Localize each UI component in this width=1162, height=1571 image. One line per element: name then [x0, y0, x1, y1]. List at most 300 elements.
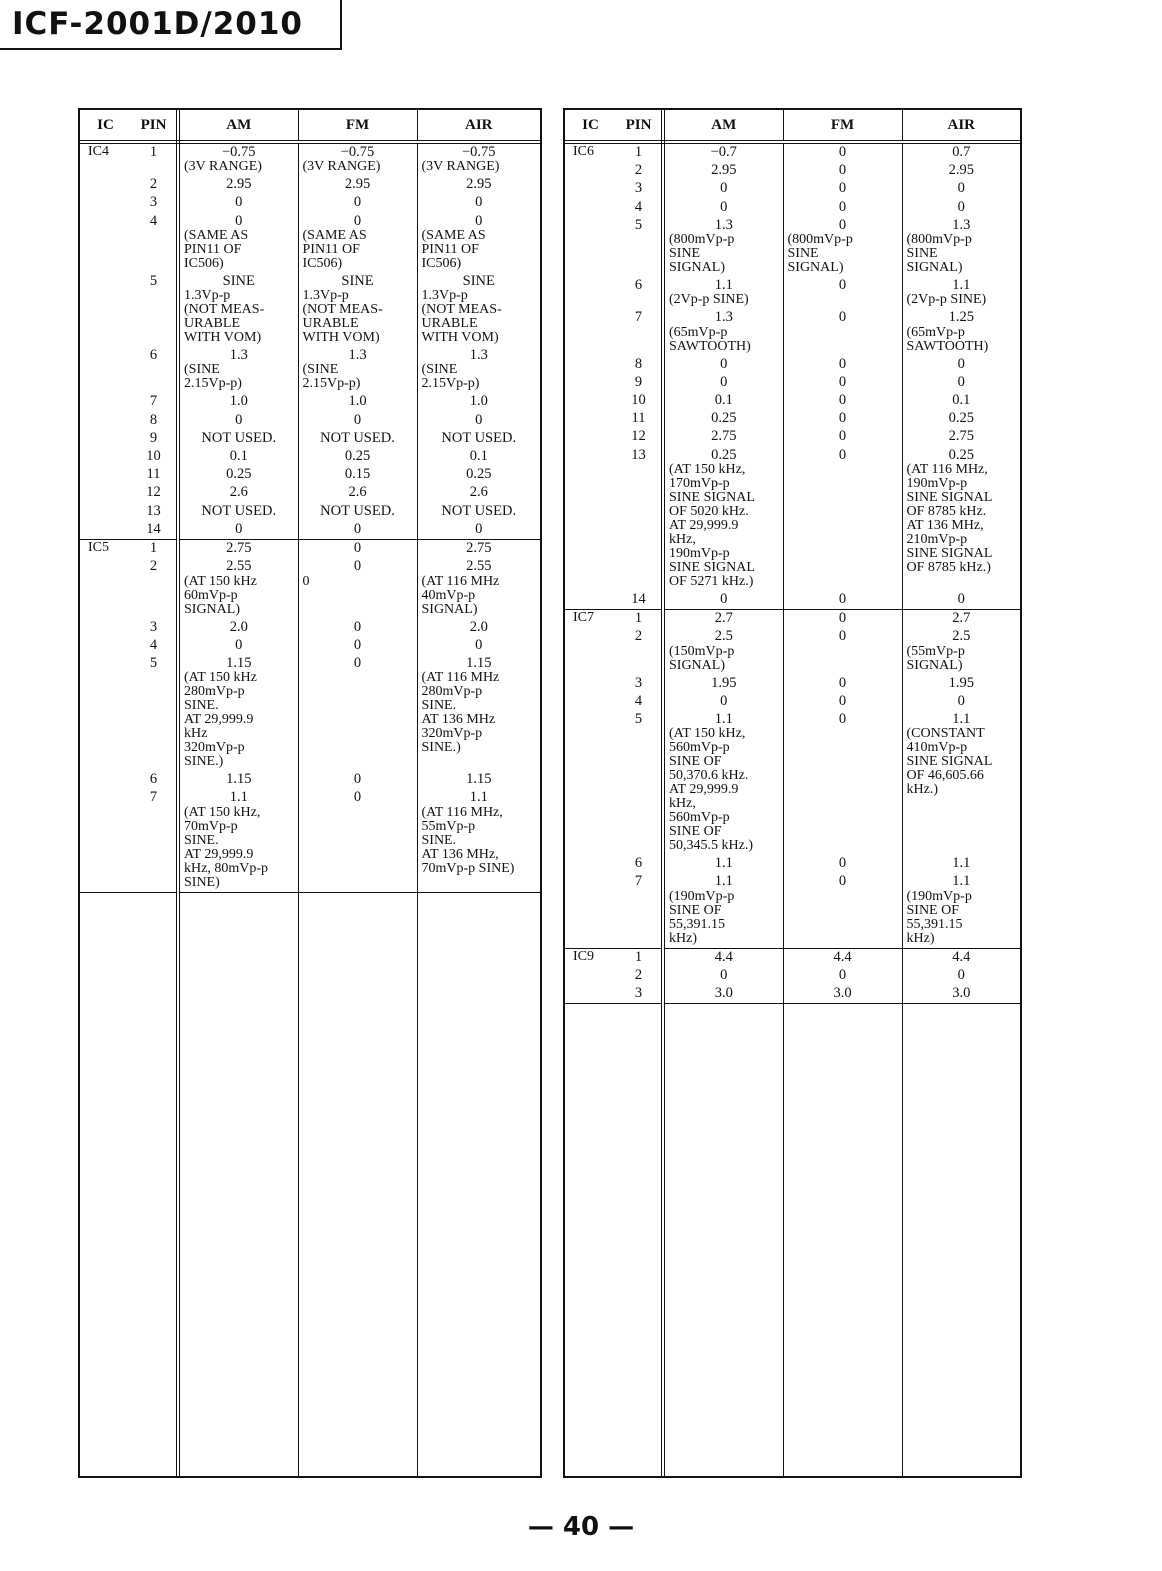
header-row	[80, 110, 540, 142]
fm-cell	[783, 180, 902, 198]
air-line: 0	[475, 520, 483, 537]
air-line: 0.7	[952, 144, 971, 160]
air-cell	[902, 277, 1020, 309]
table-row	[565, 356, 1020, 374]
air-line: AT 136 MHz,	[421, 846, 499, 862]
am-cell	[663, 628, 783, 674]
pin-cell: 3	[616, 985, 663, 1004]
am-cell	[663, 410, 783, 428]
am-line: (AT 150 kHz	[184, 573, 257, 589]
air-line: 0.25	[948, 446, 974, 463]
fm-cell	[783, 855, 902, 873]
empty-cell	[417, 892, 540, 1478]
air-line: AT 136 MHz	[421, 712, 496, 728]
air-cell	[902, 199, 1020, 217]
am-line: SINE.	[184, 832, 219, 848]
fm-cell	[298, 558, 417, 618]
air-line: SINE	[906, 246, 938, 262]
pin-cell: 6	[131, 771, 178, 789]
air-line: 1.3	[952, 216, 971, 233]
ic-cell	[80, 503, 131, 521]
am-line: (150mVp-p	[669, 643, 735, 659]
fm-cell	[298, 771, 417, 789]
am-line: 0	[235, 194, 243, 211]
am-cell	[663, 985, 783, 1004]
pin-cell: 5	[131, 273, 178, 347]
table-row	[565, 180, 1020, 198]
table-row	[565, 711, 1020, 855]
am-line: PIN11 OF	[184, 241, 242, 257]
fm-cell	[783, 356, 902, 374]
pin-cell: 3	[616, 675, 663, 693]
ic-cell	[565, 309, 616, 355]
am-cell	[178, 771, 298, 789]
air-cell	[902, 711, 1020, 855]
air-line: 2.95	[948, 162, 974, 179]
am-line: 0	[720, 373, 728, 390]
pin-cell: 9	[616, 374, 663, 392]
am-line: SIGNAL)	[669, 260, 725, 276]
fm-line: 0	[838, 410, 847, 427]
fm-cell	[783, 967, 902, 985]
air-line: (2Vp-p SINE)	[906, 292, 987, 308]
air-line: SINE SIGNAL	[906, 754, 993, 770]
ic-cell	[565, 428, 616, 446]
air-cell	[417, 176, 540, 194]
air-cell	[902, 410, 1020, 428]
table-row	[565, 693, 1020, 711]
am-cell	[178, 347, 298, 393]
table-row	[80, 142, 540, 176]
empty-cell	[902, 1004, 1020, 1478]
table-left	[80, 110, 540, 1478]
am-cell	[663, 142, 783, 162]
fm-line: 0	[353, 212, 362, 229]
am-line: (SINE	[184, 362, 220, 378]
ic-cell	[80, 448, 131, 466]
am-cell	[663, 591, 783, 610]
fm-cell	[298, 273, 417, 347]
am-line: SINE.	[184, 698, 219, 714]
am-cell	[178, 558, 298, 618]
am-line: NOT USED.	[201, 429, 277, 446]
air-line: IC506)	[421, 255, 462, 271]
am-cell	[178, 484, 298, 502]
am-header: AM	[663, 110, 783, 142]
air-line: SINE OF	[906, 902, 960, 918]
air-line: (SAME AS	[421, 227, 486, 243]
table-row	[80, 466, 540, 484]
table-row	[565, 410, 1020, 428]
ic-cell: IC9	[573, 948, 594, 964]
fm-line: 0	[838, 610, 847, 627]
am-line: (190mVp-p	[669, 888, 735, 904]
am-line: SINE)	[184, 874, 220, 890]
am-line: SIGNAL)	[669, 657, 725, 673]
air-line: 2.5	[952, 628, 971, 645]
air-line: 1.1	[952, 277, 971, 294]
fm-cell	[298, 448, 417, 466]
fm-line: SINE	[787, 246, 819, 262]
table-right	[565, 110, 1020, 1478]
air-cell	[902, 309, 1020, 355]
fm-line: WITH VOM)	[302, 330, 380, 346]
air-line: 2.7	[952, 610, 971, 627]
am-cell	[178, 540, 298, 559]
ic-cell	[80, 430, 131, 448]
pin-cell: 5	[616, 711, 663, 855]
pin-cell: 7	[616, 309, 663, 355]
table-row	[565, 428, 1020, 446]
air-line: (SINE	[421, 362, 458, 378]
air-cell	[417, 771, 540, 789]
air-line: 2.6	[469, 484, 488, 501]
fm-line: 0	[353, 194, 362, 211]
fm-cell	[298, 789, 417, 892]
fm-line: 0	[838, 309, 847, 326]
table-row	[565, 374, 1020, 392]
air-line: 40mVp-p	[421, 587, 476, 603]
fm-line: 0	[838, 355, 847, 372]
am-line: 170mVp-p	[669, 475, 730, 491]
fm-line: 0	[838, 428, 847, 445]
air-cell	[902, 142, 1020, 162]
am-line: 0	[720, 692, 728, 709]
am-line: −0.75	[221, 144, 256, 160]
am-line: 1.3	[714, 216, 733, 233]
air-cell	[902, 967, 1020, 985]
pin-cell: 4	[616, 693, 663, 711]
air-cell	[417, 448, 540, 466]
air-line: AT 136 MHz,	[906, 517, 984, 533]
am-line: 320mVp-p	[184, 740, 245, 756]
fm-cell	[298, 393, 417, 411]
fm-line: 0	[353, 654, 362, 671]
am-line: 1.3	[714, 309, 733, 326]
fm-cell	[298, 194, 417, 212]
am-line: SAWTOOTH)	[669, 338, 751, 354]
am-cell	[178, 393, 298, 411]
empty-cell	[565, 1004, 616, 1478]
fm-cell	[783, 985, 902, 1004]
am-cell	[663, 180, 783, 198]
ic-cell	[80, 393, 131, 411]
air-line: (AT 116 MHz,	[421, 804, 503, 820]
air-line: 0	[957, 180, 965, 197]
air-line: SINE SIGNAL	[906, 489, 993, 505]
air-cell	[417, 558, 540, 618]
fm-cell	[783, 675, 902, 693]
fm-line: 1.3	[348, 347, 367, 364]
am-cell	[178, 619, 298, 637]
pin-cell: 9	[131, 430, 178, 448]
am-line: (AT 150 kHz,	[184, 804, 261, 820]
pin-cell: 3	[131, 194, 178, 212]
am-line: AT 29,999.9	[669, 517, 739, 533]
pin-cell: 2	[616, 967, 663, 985]
fm-line: 0	[838, 710, 847, 727]
fm-cell	[783, 428, 902, 446]
fm-cell	[298, 213, 417, 273]
fm-line: 3.0	[833, 985, 852, 1002]
ic-cell	[565, 180, 616, 198]
air-line: (65mVp-p	[906, 324, 965, 340]
am-line: 1.1	[714, 277, 733, 294]
table-row	[565, 392, 1020, 410]
air-line: 0	[957, 966, 965, 983]
air-line: SIGNAL)	[421, 601, 478, 617]
ic-cell	[80, 789, 131, 892]
table-row	[80, 503, 540, 521]
table-row	[80, 393, 540, 411]
am-line: 1.1	[714, 710, 733, 727]
fm-cell	[783, 162, 902, 180]
fm-cell	[298, 637, 417, 655]
fm-line: 0	[838, 590, 847, 607]
fm-line: (3V RANGE)	[302, 159, 381, 175]
air-line: 0	[957, 373, 965, 390]
fm-line: 2.6	[348, 484, 367, 501]
pin-cell: 10	[131, 448, 178, 466]
air-cell	[417, 430, 540, 448]
ic-cell	[565, 675, 616, 693]
table-row	[565, 309, 1020, 355]
model-title: ICF-2001D/2010	[0, 0, 342, 50]
am-line: 0	[235, 212, 243, 229]
air-line: 0	[475, 636, 483, 653]
am-line: 2.5	[714, 628, 733, 645]
am-cell	[663, 392, 783, 410]
table-row	[565, 967, 1020, 985]
empty-cell	[616, 1004, 663, 1478]
empty-cell	[80, 892, 131, 1478]
am-line: IC506)	[184, 255, 224, 271]
pin-cell: 3	[616, 180, 663, 198]
air-cell	[417, 213, 540, 273]
fm-line: 0	[353, 771, 362, 788]
air-line: 0.1	[952, 391, 971, 408]
air-line: 2.75	[466, 540, 492, 557]
air-line: OF 8785 kHz.)	[906, 559, 991, 575]
am-line: 0	[720, 198, 728, 215]
am-line: 0.1	[229, 447, 248, 464]
air-line: 1.3Vp-p	[421, 288, 468, 304]
fm-line: 0	[838, 628, 847, 645]
empty-cell	[131, 892, 178, 1478]
table-row	[565, 217, 1020, 277]
table-row	[565, 855, 1020, 873]
air-line: OF 8785 kHz.	[906, 503, 987, 519]
am-line: 0	[235, 520, 243, 537]
fm-cell	[783, 142, 902, 162]
am-line: AT 29,999.9	[184, 846, 254, 862]
am-cell	[663, 447, 783, 591]
am-line: OF 5020 kHz.	[669, 503, 749, 519]
am-line: SINE SIGNAL	[669, 489, 755, 505]
am-cell	[178, 503, 298, 521]
am-line: 2.95	[711, 162, 737, 179]
am-line: 560mVp-p	[669, 740, 730, 756]
air-line: 1.95	[948, 674, 974, 691]
am-cell	[178, 412, 298, 430]
empty-cell	[663, 1004, 783, 1478]
fm-line: 0.15	[344, 466, 371, 483]
air-cell	[417, 194, 540, 212]
fm-line: NOT USED.	[320, 429, 395, 446]
am-cell	[663, 675, 783, 693]
pin-cell: 6	[131, 347, 178, 393]
fm-cell	[783, 628, 902, 674]
fm-cell	[298, 540, 417, 559]
ic-cell	[80, 655, 131, 771]
air-line: SAWTOOTH)	[906, 338, 989, 354]
fm-line: SIGNAL)	[787, 260, 844, 276]
am-line: −0.7	[710, 144, 737, 160]
am-line: 2.7	[714, 610, 733, 627]
air-line: 0	[957, 590, 965, 607]
table-row	[80, 213, 540, 273]
am-cell	[178, 273, 298, 347]
am-line: 0.25	[711, 410, 737, 427]
air-line: SIGNAL)	[906, 260, 963, 276]
page-number: — 40 —	[527, 1512, 635, 1542]
am-line: 70mVp-p	[184, 818, 238, 834]
pin-cell: 5	[616, 217, 663, 277]
air-cell	[417, 521, 540, 540]
pin-cell: 2	[616, 162, 663, 180]
am-line: (SAME AS	[184, 227, 249, 243]
air-line: 1.15	[466, 654, 492, 671]
fm-cell	[783, 948, 902, 967]
pin-cell: 4	[616, 199, 663, 217]
am-line: AT 29,999.9	[184, 712, 254, 728]
fm-line: (SINE	[302, 362, 339, 378]
ic-cell	[565, 410, 616, 428]
air-line: URABLE	[421, 316, 478, 332]
air-line: SIGNAL)	[906, 657, 963, 673]
am-cell	[663, 711, 783, 855]
fm-cell	[298, 655, 417, 771]
air-cell	[902, 180, 1020, 198]
am-cell	[663, 374, 783, 392]
am-line: 2.0	[229, 618, 248, 635]
am-line: 4.4	[714, 948, 733, 965]
air-cell	[417, 273, 540, 347]
air-line: kHz)	[906, 930, 935, 946]
air-line: 1.25	[948, 309, 974, 326]
table-row	[80, 558, 540, 618]
air-line: 1.1	[952, 855, 971, 872]
am-line: (2Vp-p SINE)	[669, 292, 749, 308]
fm-line: 0	[353, 636, 362, 653]
table-row	[80, 521, 540, 540]
ic-cell	[565, 711, 616, 855]
air-line: 1.3	[469, 347, 488, 364]
pin-cell: 1	[131, 142, 178, 176]
air-line: 3.0	[952, 985, 971, 1002]
pin-cell: 4	[131, 213, 178, 273]
am-line: 0	[720, 966, 728, 983]
air-line: NOT USED.	[441, 429, 517, 446]
air-line: 2.15Vp-p)	[421, 376, 480, 392]
fm-line: 0	[838, 277, 847, 294]
am-line: 2.75	[226, 540, 252, 557]
am-line: 0	[720, 590, 728, 607]
am-line: kHz	[184, 726, 208, 742]
am-line: 1.95	[711, 674, 737, 691]
fm-line: 0	[353, 618, 362, 635]
air-cell	[902, 217, 1020, 277]
am-line: (NOT MEAS-	[184, 302, 265, 318]
fm-line: 0	[353, 540, 362, 557]
am-line: (AT 150 kHz,	[669, 461, 746, 477]
am-line: (800mVp-p	[669, 232, 735, 248]
fm-line: 2.15Vp-p)	[302, 376, 361, 392]
voltage-table-left	[78, 108, 542, 1478]
ic-cell: IC7	[573, 610, 594, 626]
fm-cell	[298, 430, 417, 448]
am-cell	[178, 637, 298, 655]
am-line: WITH VOM)	[184, 330, 262, 346]
air-line: (CONSTANT	[906, 726, 985, 742]
table-row	[80, 430, 540, 448]
table-row	[80, 273, 540, 347]
am-cell	[663, 967, 783, 985]
pin-header: PIN	[616, 110, 663, 142]
ic-header: IC	[80, 110, 131, 142]
am-line: 0.1	[714, 391, 733, 408]
table-row	[80, 637, 540, 655]
table-row	[565, 675, 1020, 693]
ic-cell	[565, 693, 616, 711]
air-line: 1.0	[469, 393, 488, 410]
am-line: kHz,	[669, 531, 696, 547]
fm-cell	[298, 412, 417, 430]
air-line: OF 46,605.66	[906, 768, 984, 784]
air-cell	[417, 540, 540, 559]
air-line: SINE.	[421, 832, 457, 848]
fm-line: 0	[838, 692, 847, 709]
table-row	[80, 789, 540, 892]
air-line: 410mVp-p	[906, 740, 968, 756]
air-cell	[417, 142, 540, 176]
air-line: 0	[957, 355, 965, 372]
fm-line: 0	[353, 520, 362, 537]
fm-line: 0	[353, 789, 362, 806]
air-cell	[417, 789, 540, 892]
air-line: −0.75	[461, 144, 496, 160]
air-line: 2.75	[948, 428, 974, 445]
pin-cell: 7	[131, 393, 178, 411]
fm-line: 0	[838, 391, 847, 408]
empty-cell	[178, 892, 298, 1478]
ic-cell	[80, 412, 131, 430]
table-row	[565, 162, 1020, 180]
air-cell	[417, 503, 540, 521]
air-line: (55mVp-p	[906, 643, 965, 659]
air-line: 2.55	[466, 558, 492, 575]
table-row	[565, 277, 1020, 309]
air-header: AIR	[417, 110, 540, 142]
ic-cell	[565, 162, 616, 180]
am-line: 0	[720, 180, 728, 197]
pin-cell: 10	[616, 392, 663, 410]
am-cell	[663, 610, 783, 629]
table-row	[80, 194, 540, 212]
fm-line: 0	[838, 855, 847, 872]
fm-header: FM	[298, 110, 417, 142]
fm-cell	[783, 277, 902, 309]
